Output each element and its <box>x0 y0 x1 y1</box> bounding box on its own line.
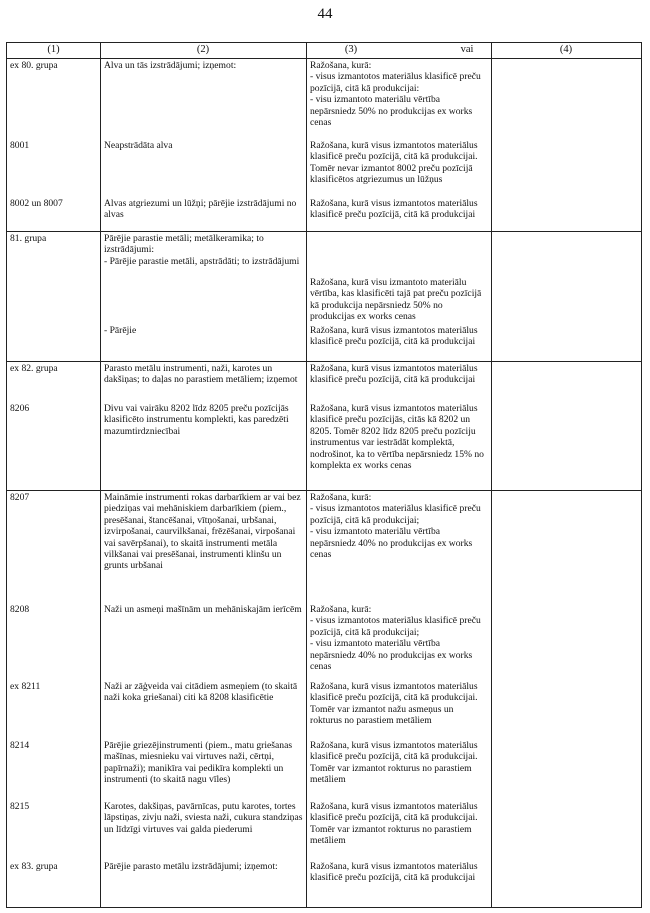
row-description: - Pārējie <box>104 325 137 336</box>
row-description: Divu vai vairāku 8202 līdz 8205 preču pozīcijās klasificēto instrumentu komplekti, kas paredzēti mazumtirdzniecībai <box>104 403 289 437</box>
row-code: ex 80. grupa <box>10 60 58 71</box>
row-description: Pārējie griezējinstrumenti (piem., matu griešanas mašīnas, miesnieku vai virtuves naži, cērtņi, papīrnaži); manikīra vai pedikīra komplekti un instrumenti (to skaitā nagu vīles) <box>104 740 293 786</box>
header-col1: (1) <box>47 44 60 55</box>
page-number: 44 <box>317 6 333 22</box>
row-code: 8002 un 8007 <box>10 198 63 209</box>
row-code: 8206 <box>10 403 30 414</box>
row-description: Naži ar zāģveida vai citādiem asmeņiem (to skaitā naži koka griešanai) citi kā 8208 klasificētie <box>104 681 298 704</box>
row-rule: Ražošana, kurā visus izmantotos materiālus klasificē preču pozīcijā, citā kā produkcijai <box>310 861 478 884</box>
row-divider <box>7 361 641 362</box>
row-rule: Ražošana, kurā: - visus izmantotos materiālus klasificē preču pozīcijā, citā kā produkcijai; - visu izmantoto materiālu vērtība nepārsniedz 40% no produkcijas ex works cenas <box>310 604 481 673</box>
row-description: Karotes, dakšiņas, pavārnīcas, putu karotes, tortes lāpstiņas, zivju naži, sviesta naži, cukura standziņas un līdzīgi virtuves vai galda piederumi <box>104 801 303 835</box>
row-code: 81. grupa <box>10 233 47 244</box>
row-rule: Ražošana, kurā visus izmantotos materiālus klasificē preču pozīcijā, citā kā produkcijai. Tomēr var izmantot rokturus no parastiem metāliem <box>310 740 478 786</box>
row-code: 8208 <box>10 604 30 615</box>
row-code: ex 83. grupa <box>10 861 58 872</box>
row-description: Neapstrādāta alva <box>104 140 173 151</box>
row-rule: Ražošana, kurā visus izmantotos materiālus klasificē preču pozīcijā, citā kā produkcijai. Tomēr var izmantot nažu asmeņus un rokturus no parastiem metāliem <box>310 681 478 727</box>
row-description: Pārējie parasto metālu izstrādājumi; izņemot: <box>104 861 278 872</box>
row-description: Parasto metālu instrumenti, naži, karotes un dakšiņas; to daļas no parastiem metāliem; izņemot <box>104 363 298 386</box>
row-rule: Ražošana, kurā visus izmantotos materiālus klasificē preču pozīcijā, citā kā produkcijai. Tomēr nevar izmantot 8002 preču pozīcijā klasificētos atgriezumus un lūžņus <box>310 140 478 186</box>
row-description: Alva un tās izstrādājumi; izņemot: <box>104 60 237 71</box>
column-divider <box>306 43 307 907</box>
header-col4: (4) <box>559 44 573 55</box>
row-description: Naži un asmeņi mašīnām un mehāniskajām ierīcēm <box>104 604 302 615</box>
row-code: 8207 <box>10 492 30 503</box>
row-divider <box>7 231 641 232</box>
header-col2: (2) <box>196 44 210 55</box>
row-rule: Ražošana, kurā visus izmantotos materiālus klasificē preču pozīcijā, citā kā produkcijai <box>310 198 478 221</box>
row-divider <box>7 58 641 59</box>
row-rule: Ražošana, kurā: - visus izmantotos materiālus klasificē preču pozīcijā, citā kā produkcijai: - visu izmantoto materiālu vērtība nepārsniedz 50% no produkcijas ex works cenas <box>310 60 481 129</box>
row-rule: Ražošana, kurā visus izmantotos materiālus klasificē preču pozīcijās, citās kā 8202 un 8205. Tomēr 8202 līdz 8205 preču pozīciju instrumentus var iestrādāt komplektā, nodrošinot, ka to vērtība nepārsniedz 15% no komplekta ex works cenas <box>310 403 484 472</box>
row-description: Alvas atgriezumi un lūžņi; pārējie izstrādājumi no alvas <box>104 198 297 221</box>
row-code: 8215 <box>10 801 30 812</box>
row-divider <box>7 490 641 491</box>
column-divider <box>100 43 101 907</box>
row-description: Maināmie instrumenti rokas darbarīkiem ar vai bez piedziņas vai mehāniskiem darbarīkiem (piem., presēšanai, štancēšanai, vītņošanai, urbšanai, izvirpošanai, caurvilkšanai, frēzēšanai, virpošanai vai savērpšanai), to skaitā instrumenti metāla vilkšanai vai presēšanai, instrumenti klinšu un grunts urbšanai <box>104 492 301 572</box>
row-rule: Ražošana, kurā visus izmantotos materiālus klasificē preču pozīcijā, citā kā produkcijai <box>310 325 478 348</box>
header-col3: (3) <box>344 44 358 55</box>
row-rule: Ražošana, kurā visus izmantotos materiālus klasificē preču pozīcijā, citā kā produkcijai. Tomēr var izmantot rokturus no parastiem metāliem <box>310 801 478 847</box>
rules-table <box>6 42 642 908</box>
row-code: 8001 <box>10 140 30 151</box>
column-divider <box>491 43 492 907</box>
row-rule: Ražošana, kurā visus izmantotos materiālus klasificē preču pozīcijā, citā kā produkcijai <box>310 363 478 386</box>
row-rule: Ražošana, kurā visu izmantoto materiālu vērtība, kas klasificēti tajā pat preču pozīcijā kā produkcija nepārsniedz 50% no produkcijas ex works cenas <box>310 277 482 323</box>
row-rule: Ražošana, kurā: - visus izmantotos materiālus klasificē preču pozīcijā, citā kā produkcijai; - visu izmantoto materiālu vērtība nepārsniedz 40% no produkcijas ex works cenas <box>310 492 481 561</box>
row-description: Pārējie parastie metāli; metālkeramika; to izstrādājumi: - Pārējie parastie metāli, apstrādāti; to izstrādājumi <box>104 233 300 267</box>
row-code: 8214 <box>10 740 30 751</box>
row-code: ex 82. grupa <box>10 363 58 374</box>
header-vai: vai <box>460 44 474 55</box>
row-code: ex 8211 <box>10 681 41 692</box>
